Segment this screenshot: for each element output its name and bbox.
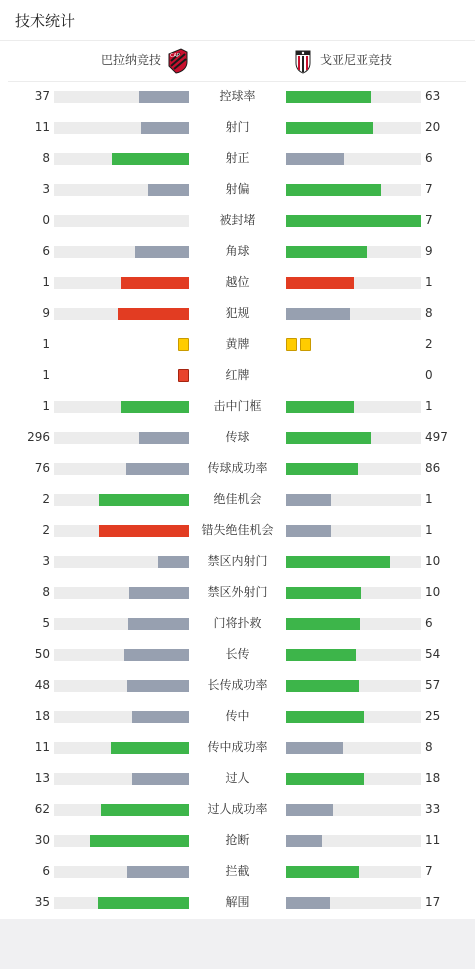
home-bar-track: [54, 835, 189, 847]
home-bar-track: [54, 246, 189, 258]
away-bar-track: [286, 711, 421, 723]
stat-row: [0, 546, 475, 577]
away-bar-fill: [286, 711, 364, 723]
home-bar-track: [54, 401, 189, 413]
home-value: 11: [34, 120, 50, 134]
stat-label: 射正: [225, 151, 250, 165]
home-value: 37: [34, 89, 50, 103]
away-bar-fill: [286, 153, 344, 165]
stat-label: 长传成功率: [207, 678, 268, 692]
away-bar-track: [286, 463, 421, 475]
home-bar-track: [54, 277, 189, 289]
away-bar-fill: [286, 184, 381, 196]
home-bar-track: [54, 711, 189, 723]
stat-label: 射偏: [225, 182, 250, 196]
stat-label: 传中成功率: [207, 740, 268, 754]
home-bar-fill: [126, 463, 189, 475]
away-value: 1: [425, 523, 433, 537]
stat-label: 角球: [225, 244, 250, 258]
red-card-icon: [178, 369, 189, 382]
away-bar-fill: [286, 804, 333, 816]
away-bar-track: [286, 618, 421, 630]
away-bar-track: [286, 215, 421, 227]
home-bar-fill: [124, 649, 189, 661]
away-value: 33: [425, 802, 441, 816]
stat-row: [0, 267, 475, 298]
page-title: 技术统计: [15, 12, 76, 30]
away-bar-track: [286, 277, 421, 289]
away-bar-track: [286, 246, 421, 258]
home-bar-track: [54, 432, 189, 444]
away-bar-fill: [286, 401, 354, 413]
home-bar-fill: [99, 525, 189, 537]
stat-label: 传球成功率: [207, 461, 268, 475]
home-bar-track: [54, 773, 189, 785]
home-value: 18: [34, 709, 50, 723]
away-bar-fill: [286, 649, 356, 661]
away-bar-track: [286, 153, 421, 165]
away-bar-fill: [286, 556, 390, 568]
stat-label: 黄牌: [225, 337, 250, 351]
stat-label: 红牌: [225, 368, 250, 382]
home-bar-fill: [132, 711, 189, 723]
stat-row: [0, 577, 475, 608]
away-bar-track: [286, 680, 421, 692]
home-value: 6: [42, 864, 50, 878]
away-value: 1: [425, 492, 433, 506]
stat-row: [0, 701, 475, 732]
home-bar-track: [54, 494, 189, 506]
away-bar-track: [286, 804, 421, 816]
home-team-name: 巴拉纳竞技: [100, 53, 161, 67]
home-bar-fill: [129, 587, 189, 599]
away-bar-fill: [286, 432, 371, 444]
stat-row: [0, 329, 475, 360]
away-value: 497: [425, 430, 448, 444]
away-bar-track: [286, 401, 421, 413]
away-bar-track: [286, 91, 421, 103]
stat-row: [0, 825, 475, 856]
home-team-logo-icon: [167, 48, 189, 74]
home-value: 48: [34, 678, 50, 692]
away-bar-fill: [286, 91, 371, 103]
home-cards: [178, 369, 189, 382]
away-value: 20: [425, 120, 441, 134]
away-bar-track: [286, 556, 421, 568]
home-bar-fill: [121, 401, 189, 413]
home-bar-track: [54, 215, 189, 227]
away-bar-fill: [286, 587, 361, 599]
yellow-card-icon: [286, 338, 297, 351]
home-bar-fill: [127, 866, 189, 878]
away-value: 6: [425, 616, 433, 630]
stat-row: [0, 856, 475, 887]
home-bar-track: [54, 742, 189, 754]
away-bar-fill: [286, 742, 343, 754]
home-value: 35: [34, 895, 50, 909]
away-bar-track: [286, 525, 421, 537]
away-value: 2: [425, 337, 433, 351]
home-bar-fill: [118, 308, 189, 320]
home-bar-track: [54, 184, 189, 196]
away-bar-track: [286, 122, 421, 134]
svg-text:CAP: CAP: [170, 53, 180, 59]
stat-label: 传球: [225, 430, 250, 444]
away-bar-track: [286, 494, 421, 506]
away-bar-track: [286, 742, 421, 754]
away-value: 6: [425, 151, 433, 165]
stat-row: [0, 81, 475, 112]
stat-row: [0, 794, 475, 825]
stat-row: [0, 887, 475, 918]
away-value: 1: [425, 275, 433, 289]
away-bar-track: [286, 587, 421, 599]
stat-label: 过人: [225, 771, 250, 785]
away-bar-fill: [286, 680, 359, 692]
stat-row: [0, 360, 475, 391]
away-value: 8: [425, 740, 433, 754]
away-value: 25: [425, 709, 441, 723]
home-value: 62: [34, 802, 50, 816]
home-bar-track: [54, 308, 189, 320]
away-value: 7: [425, 182, 433, 196]
home-bar-fill: [139, 432, 189, 444]
stat-row: [0, 515, 475, 546]
away-bar-fill: [286, 773, 364, 785]
away-value: 63: [425, 89, 441, 103]
home-value: 2: [42, 523, 50, 537]
home-value: 6: [42, 244, 50, 258]
away-bar-fill: [286, 835, 322, 847]
away-value: 54: [425, 647, 441, 661]
away-team-name: 戈亚尼亚竞技: [320, 53, 393, 67]
stat-label: 控球率: [219, 89, 256, 103]
stat-label: 射门: [225, 120, 250, 134]
home-value: 8: [42, 585, 50, 599]
away-value: 9: [425, 244, 433, 258]
stat-row: [0, 453, 475, 484]
home-value: 8: [42, 151, 50, 165]
away-bar-fill: [286, 618, 360, 630]
home-bar-track: [54, 556, 189, 568]
home-value: 11: [34, 740, 50, 754]
away-bar-track: [286, 866, 421, 878]
home-bar-fill: [112, 153, 189, 165]
stat-label: 禁区外射门: [207, 585, 268, 599]
away-bar-fill: [286, 308, 350, 320]
home-bar-fill: [90, 835, 189, 847]
home-value: 50: [34, 647, 50, 661]
stat-label: 禁区内射门: [207, 554, 268, 568]
home-value: 76: [34, 461, 50, 475]
away-bar-track: [286, 649, 421, 661]
home-bar-track: [54, 153, 189, 165]
home-bar-fill: [132, 773, 189, 785]
away-value: 10: [425, 554, 441, 568]
home-bar-track: [54, 122, 189, 134]
stat-row: [0, 391, 475, 422]
stat-row: [0, 112, 475, 143]
home-bar-fill: [135, 246, 189, 258]
home-value: 1: [42, 275, 50, 289]
away-value: 86: [425, 461, 441, 475]
stat-row: [0, 608, 475, 639]
home-value: 2: [42, 492, 50, 506]
stat-label: 被封堵: [219, 213, 256, 227]
home-value: 3: [42, 554, 50, 568]
home-bar-track: [54, 804, 189, 816]
home-value: 296: [27, 430, 50, 444]
home-bar-track: [54, 618, 189, 630]
away-team-logo-icon: [294, 48, 312, 74]
stat-label: 过人成功率: [207, 802, 268, 816]
away-bar-fill: [286, 897, 330, 909]
away-value: 7: [425, 213, 433, 227]
home-value: 9: [42, 306, 50, 320]
away-bar-track: [286, 308, 421, 320]
away-value: 8: [425, 306, 433, 320]
home-value: 3: [42, 182, 50, 196]
stat-label: 拦截: [225, 864, 250, 878]
away-bar-track: [286, 432, 421, 444]
stat-label: 错失绝佳机会: [201, 523, 274, 537]
home-bar-fill: [99, 494, 189, 506]
stat-label: 门将扑救: [213, 616, 262, 630]
away-bar-fill: [286, 122, 373, 134]
home-value: 5: [42, 616, 50, 630]
stat-label: 绝佳机会: [213, 492, 262, 506]
yellow-card-icon: [300, 338, 311, 351]
home-bar-track: [54, 91, 189, 103]
home-bar-fill: [148, 184, 189, 196]
away-cards: [286, 338, 311, 351]
stat-label: 传中: [225, 709, 250, 723]
stats-list: [0, 81, 475, 918]
home-value: 30: [34, 833, 50, 847]
stat-row: [0, 484, 475, 515]
stat-row: [0, 732, 475, 763]
home-bar-track: [54, 587, 189, 599]
away-bar-track: [286, 773, 421, 785]
stat-row: [0, 670, 475, 701]
away-value: 1: [425, 399, 433, 413]
away-value: 18: [425, 771, 441, 785]
stat-row: [0, 298, 475, 329]
home-bar-fill: [98, 897, 189, 909]
away-value: 7: [425, 864, 433, 878]
home-bar-fill: [128, 618, 189, 630]
away-value: 11: [425, 833, 441, 847]
stat-label: 越位: [225, 275, 250, 289]
away-bar-fill: [286, 277, 354, 289]
away-value: 10: [425, 585, 441, 599]
home-bar-track: [54, 525, 189, 537]
away-bar-fill: [286, 215, 421, 227]
home-bar-fill: [121, 277, 189, 289]
stat-label: 解围: [225, 895, 250, 909]
yellow-card-icon: [178, 338, 189, 351]
stat-row: [0, 763, 475, 794]
stat-row: [0, 205, 475, 236]
away-bar-fill: [286, 463, 358, 475]
away-value: 17: [425, 895, 441, 909]
home-bar-track: [54, 897, 189, 909]
home-value: 1: [42, 399, 50, 413]
home-value: 1: [42, 337, 50, 351]
home-bar-fill: [141, 122, 189, 134]
away-bar-track: [286, 835, 421, 847]
away-value: 0: [425, 368, 433, 382]
stat-label: 抢断: [225, 833, 250, 847]
home-bar-fill: [127, 680, 189, 692]
home-bar-track: [54, 463, 189, 475]
stat-row: [0, 422, 475, 453]
team-header: [8, 41, 466, 82]
home-bar-fill: [101, 804, 189, 816]
home-bar-track: [54, 680, 189, 692]
home-bar-fill: [111, 742, 189, 754]
home-value: 1: [42, 368, 50, 382]
away-bar-track: [286, 184, 421, 196]
stat-label: 击中门框: [213, 399, 262, 413]
stat-row: [0, 639, 475, 670]
home-bar-track: [54, 866, 189, 878]
home-bar-track: [54, 649, 189, 661]
away-value: 57: [425, 678, 441, 692]
away-bar-fill: [286, 494, 331, 506]
home-bar-fill: [158, 556, 189, 568]
away-bar-fill: [286, 866, 359, 878]
home-bar-fill: [139, 91, 189, 103]
stat-label: 犯规: [225, 306, 250, 320]
home-value: 13: [34, 771, 50, 785]
stat-label: 长传: [225, 647, 250, 661]
home-cards: [178, 338, 189, 351]
home-value: 0: [42, 213, 50, 227]
stat-row: [0, 236, 475, 267]
stat-row: [0, 143, 475, 174]
away-bar-fill: [286, 246, 367, 258]
stat-row: [0, 174, 475, 205]
away-bar-fill: [286, 525, 331, 537]
away-bar-track: [286, 897, 421, 909]
